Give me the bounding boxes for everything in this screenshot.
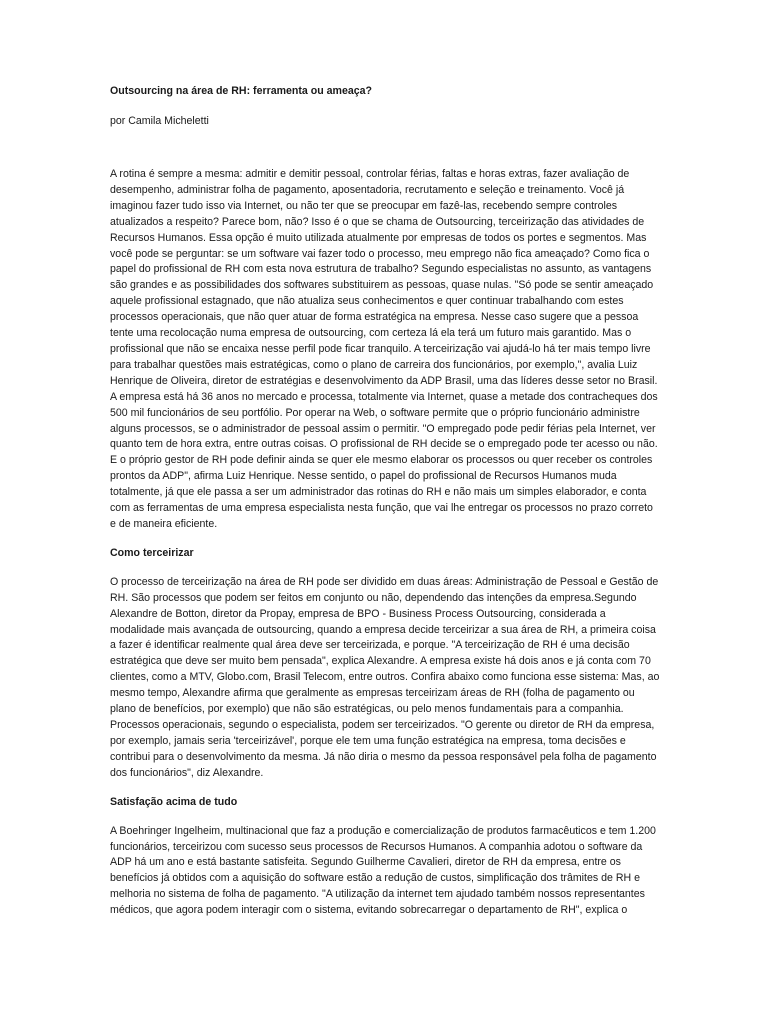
article-paragraph: A Boehringer Ingelheim, multinacional que faz a produção e comercialização de produtos farmacêuticos e tem 1.200 funcionários, terceirizou com sucesso seus processos de Recursos Humanos. A companhia adotou o software da ADP há um ano e está bastante satisfeita. Segundo Guilherme Cavalieri, diretor de RH da empresa, entre os benefícios já obtidos com a aquisição do software estão a redução de custos, simplificação dos trâmites de RH e melhoria no sistema de folha de pagamento. "A utilização da internet tem ajudado também nossos representantes médicos, que agora podem interagir com o sistema, evitando sobrecarregar o departamento de RH", explica o <box>110 824 656 917</box>
article-paragraph: A rotina é sempre a mesma: admitir e demitir pessoal, controlar férias, faltas e horas extras, fazer avaliação de desempenho, administrar folha de pagamento, aposentadoria, recrutamento e seleção e treinamento. Você já imaginou fazer tudo isso via Internet, ou não ter que se preocupar em fazê-las, recebendo sempre controles atualizados a respeito? Parece bom, não? Isso é o que se chama de Outsourcing, terceirização das atividades de Recursos Humanos. Essa opção é muito utilizada atualmente por empresas de todos os portes e segmentos. Mas você pode se perguntar: se um software vai fazer todo o processo, meu emprego não fica ameaçado? Como fica o papel do profissional de RH com esta nova estrutura de trabalho? Segundo especialistas no assunto, as vantagens são grandes e as possibilidades dos softwares substituirem as pessoas, quase nulas. "Só pode se sentir ameaçado aquele profissional estagnado, que não atualiza seus conhecimentos e quer continuar trabalhando com estes processos operacionais, que não quer atuar de forma estratégica na empresa. Nesse caso sugere que a pessoa tente uma recolocação numa empresa de outsourcing, com certeza lá ela terá um futuro mais garantido. Mas o profissional que não se encaixa nesse perfil pode ficar tranquilo. A terceirização vai ajudá-lo há ter mais tempo livre para trabalhar questões mais estratégicas, como o plano de carreira dos funcionários, por exemplo,", avalia Luiz Henrique de Oliveira, diretor de estratégias e desenvolvimento da ADP Brasil, uma das líderes desse setor no Brasil. A empresa está há 36 anos no mercado e processa, totalmente via Internet, quase a metade dos contracheques dos 500 mil funcionários de seu portfólio. Por operar na Web, o software permite que o próprio funcionário administre alguns processos, se o administrador de pessoal assim o permitir. "O empregado pode pedir férias pela Internet, ver quanto tem de hora extra, entre outras coisas. O profissional de RH decide se o empregado pode ter acesso ou não. E o próprio gestor de RH pode definir ainda se quer ele mesmo elaborar os processos ou quer receber os controles prontos da ADP", afirma Luiz Henrique. Nesse sentido, o papel do profissional de Recursos Humanos muda totalmente, já que ele passa a ser um administrador das rotinas do RH e não mais um simples elaborador, e conta com as ferramentas de uma empresa especialista nesta função, que vai lhe entregar os processos no prazo correto e de maneira eficiente. <box>110 168 658 530</box>
article-title: Outsourcing na área de RH: ferramenta ou ameaça? <box>110 85 372 97</box>
article-paragraph: O processo de terceirização na área de RH pode ser dividido em duas áreas: Administração de Pessoal e Gestão de RH. São processos que podem ser feitos em conjunto ou não, dependendo das intenções da empresa.Segundo Alexandre de Botton, diretor da Propay, empresa de BPO - Business Process Outsourcing, considerada a modalidade mais avançada de outsourcing, quando a empresa decide terceirizar a sua área de RH, a primeira coisa a fazer é identificar realmente qual área deve ser terceirizada, e porque. "A terceirização de RH é uma decisão estratégica que deve ser muito bem pensada", explica Alexandre. A empresa existe há dois anos e já conta com 70 clientes, como a MTV, Globo.com, Brasil Telecom, entre outros. Confira abaixo como funciona esse sistema: Mas, ao mesmo tempo, Alexandre afirma que geralmente as empresas terceirizam áreas de RH (folha de pagamento ou plano de benefícios, por exemplo) que não são estratégicas, ou pelo menos fundamentais para a companhia. Processos operacionais, segundo o especialista, podem ser terceirizados. "O gerente ou diretor de RH da empresa, por exemplo, jamais seria 'terceirizável', porque ele tem uma função estratégica na empresa, toma decisões e contribui para o desenvolvimento da mesma. Já não diria o mesmo da pessoa responsável pela folha de pagamento dos funcionários", diz Alexandre. <box>110 575 660 779</box>
section-heading-como-terceirizar: Como terceirizar <box>110 546 194 559</box>
document-page <box>110 84 660 919</box>
article-byline: por Camila Micheletti <box>110 115 209 127</box>
section-heading-satisfacao: Satisfação acima de tudo <box>110 795 238 808</box>
